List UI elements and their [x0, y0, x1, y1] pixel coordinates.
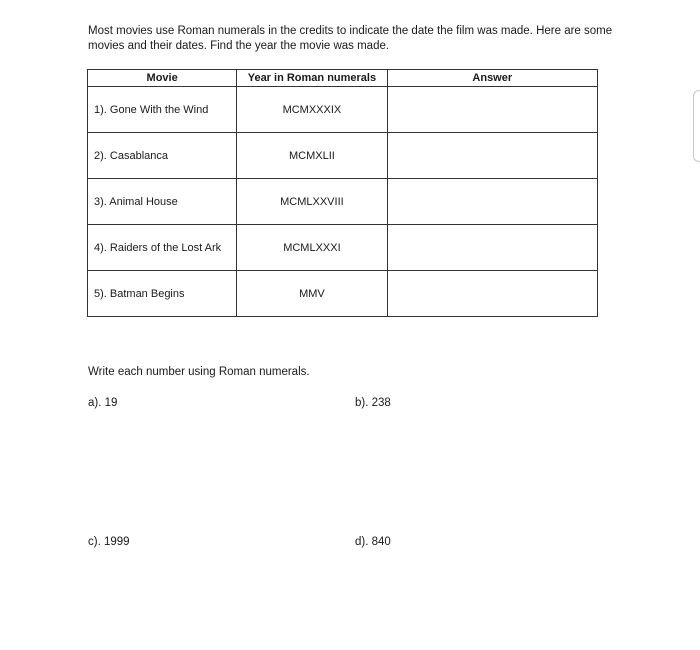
answer-cell[interactable] — [387, 133, 597, 179]
movie-title-cell: 5). Batman Begins — [88, 271, 237, 317]
table-row — [88, 133, 598, 179]
movie-title-cell: 3). Animal House — [88, 179, 237, 225]
section-heading: Write each number using Roman numerals. — [88, 366, 310, 378]
roman-numeral-cell: MCMXLII — [237, 133, 387, 179]
header-answer: Answer — [387, 70, 597, 87]
table-row — [88, 225, 598, 271]
header-movie: Movie — [88, 70, 237, 87]
problem-b: b). 238 — [355, 397, 391, 409]
problem-d: d). 840 — [355, 536, 391, 548]
answer-cell[interactable] — [387, 87, 597, 133]
table-header-row — [88, 70, 598, 87]
problem-a: a). 19 — [88, 397, 118, 409]
roman-numeral-cell: MCMXXXIX — [237, 87, 387, 133]
table-row — [88, 271, 598, 317]
movie-title-cell: 4). Raiders of the Lost Ark — [88, 225, 237, 271]
answer-cell[interactable] — [387, 179, 597, 225]
movie-roman-numeral-table — [87, 69, 598, 317]
roman-numeral-cell: MCMLXXVIII — [237, 179, 387, 225]
roman-numeral-cell: MMV — [237, 271, 387, 317]
header-year-roman: Year in Roman numerals — [237, 70, 387, 87]
table-row — [88, 87, 598, 133]
problem-c: c). 1999 — [88, 536, 130, 548]
movie-title-cell: 1). Gone With the Wind — [88, 87, 237, 133]
roman-numeral-cell: MCMLXXXI — [237, 225, 387, 271]
instructions-text: Most movies use Roman numerals in the credits to indicate the date the film was made. Here are some movies and their dates. Find the year the movie was made. — [88, 25, 613, 52]
page-edge-bracket — [693, 90, 700, 162]
table-row — [88, 179, 598, 225]
answer-cell[interactable] — [387, 225, 597, 271]
movie-title-cell: 2). Casablanca — [88, 133, 237, 179]
answer-cell[interactable] — [387, 271, 597, 317]
